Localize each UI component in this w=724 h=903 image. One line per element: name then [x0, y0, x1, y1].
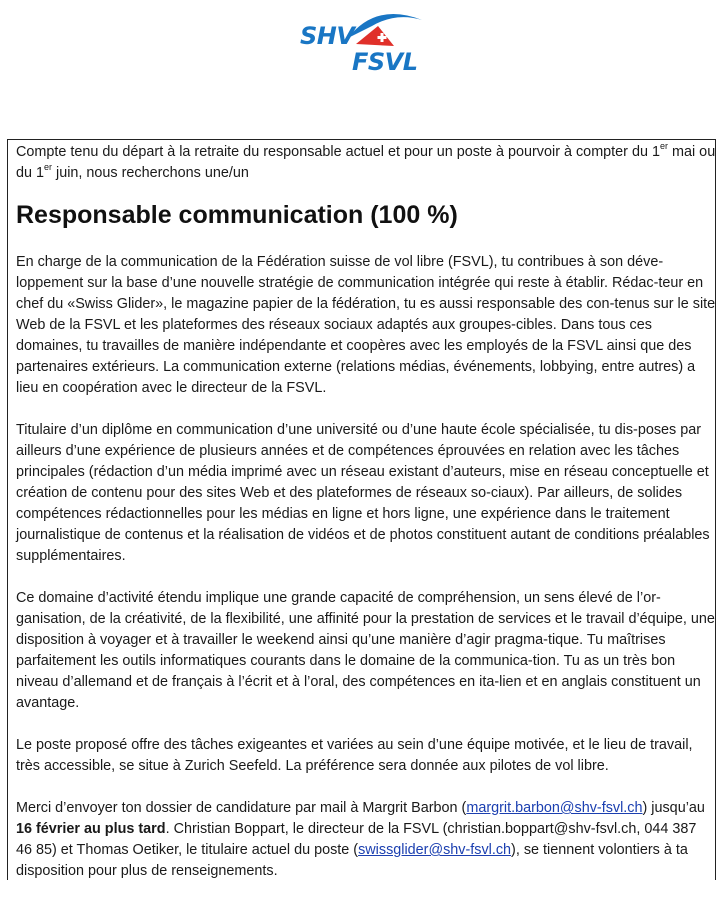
shv-fsvl-logo [296, 4, 436, 80]
paragraph-skills: Ce domaine d’activité étendu implique une grande capacité de compréhension, un sens élevé de l’or-ganisation, de la créativité, de la flexibilité, une affinité pour la prestation de services et le travail d’équipe, une disposition à voyager et à travailler le weekend ainsi qu’une manière d’agir pragma-tique. Tu maîtrises parfaitement les outils informatiques courants dans le domaine de la communica-tion. Tu as un très bon niveau d’allemand et de français à l’écrit et à l’oral, des compétences en ita-lien et en anglais constituent un avantage. [16, 590, 715, 711]
paragraph-application: Merci d’envoyer ton dossier de candidature par mail à Margrit Barbon (margrit.barbon@shv-fsvl.ch) jusqu’au 16 février au plus tard. Christian Boppart, le directeur de la FSVL (christian.boppart@shv-fsvl.ch, 044 387 46 85) et Thomas Oetiker, le titulaire actuel du poste (swissglider@shv-fsvl.ch), se tiennent volontiers à ta disposition pour plus de renseignements. [16, 800, 705, 879]
email-link-swissglider[interactable]: swissglider@shv-fsvl.ch [358, 842, 512, 858]
logo-text-shv: SHV [300, 22, 355, 50]
deadline: 16 février au plus tard [16, 821, 166, 837]
intro-text: Compte tenu du départ à la retraite du responsable actuel et pour un poste à pourvoir à compter du 1er mai ou du 1er juin, nous recherchons une/un [16, 141, 716, 181]
email-link-margrit[interactable]: margrit.barbon@shv-fsvl.ch [466, 800, 643, 816]
paragraph-role: En charge de la communication de la Fédération suisse de vol libre (FSVL), tu contribues à son déve-loppement sur la base d’une nouvelle stratégie de communication intégrée qui reste à établir. Rédac-teur en chef du «Swiss Glider», le magazine papier de la fédération, tu es aussi responsable des con-tenus sur le site Web de la FSVL et les plateformes des réseaux sociaux adaptés aux groupes-cibles. Dans tous ces domaines, tu travailles de manière indépendante et coopères avec les employés de la FSVL ainsi que des partenaires extérieurs. La communication externe (relations médias, événements, lobbying, entre autres) a lieu en coopération avec le directeur de la FSVL. [16, 254, 716, 396]
job-title: Responsable communication (100 %) [16, 201, 458, 229]
logo-text-fsvl: FSVL [352, 48, 418, 76]
paragraph-qualifications: Titulaire d’un diplôme en communication d’une université ou d’une haute école spécialisée, tu dis-poses par ailleurs d’une expérience de plusieurs années et de compétences éprouvées en relation avec les tâches principales (rédaction d’un média imprimé avec un réseau existant d’auteurs, mise en réseau conceptuelle et création de contenu pour des sites Web et des plateformes de réseaux so-ciaux). Par ailleurs, de solides compétences rédactionnelles pour les médias en ligne et hors ligne, une expérience dans le traitement journalistique de contenus et la réalisation de vidéos et de photos constituent autant de conditions préalables supplémentaires. [16, 422, 710, 564]
paragraph-offer: Le poste proposé offre des tâches exigeantes et variées au sein d’une équipe motivée, et le lieu de travail, très accessible, se situe à Zurich Seefeld. La préférence sera donnée aux pilotes de vol libre. [16, 737, 693, 774]
job-ad-content [16, 142, 716, 903]
